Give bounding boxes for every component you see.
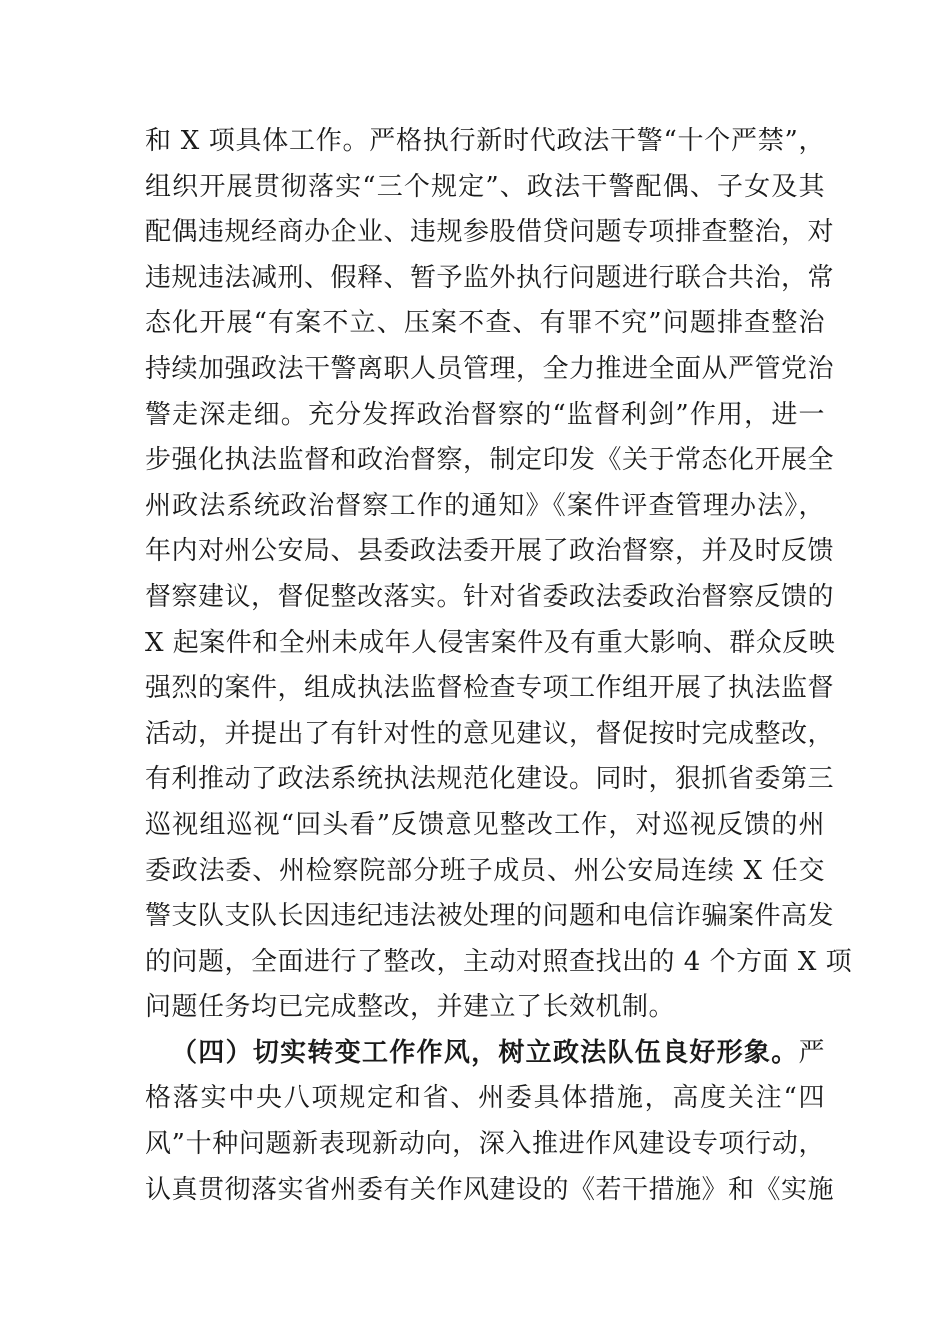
text-line: 问题任务均已完成整改，并建立了长效机制。	[145, 992, 676, 1023]
text-line: 的问题，全面进行了整改，主动对照查找出的 4 个方面 X 项	[145, 946, 853, 977]
text-line: 持续加强政法干警离职人员管理，全力推进全面从严管党治	[145, 353, 835, 384]
text-line: 配偶违规经商办企业、违规参股借贷问题专项排查整治，对	[145, 217, 835, 248]
text-line: 州政法系统政治督察工作的通知》《案件评查管理办法》，	[145, 490, 825, 521]
text-line: 有利推动了政法系统执法规范化建设。同时，狠抓省委第三	[145, 764, 835, 795]
section-heading: （四）切实转变工作作风，树立政法队伍良好形象。	[171, 1037, 799, 1068]
text-line: 组织开展贯彻落实“三个规定”、政法干警配偶、子女及其	[145, 171, 825, 202]
text-line: 警支队支队长因违纪违法被处理的问题和电信诈骗案件高发	[145, 901, 835, 932]
body-text	[145, 119, 853, 1213]
text-line: 委政法委、州检察院部分班子成员、州公安局连续 X 任交	[145, 855, 825, 886]
text-line: 巡视组巡视“回头看”反馈意见整改工作，对巡视反馈的州	[145, 809, 825, 840]
text-line: 风”十种问题新表现新动向，深入推进作风建设专项行动，	[145, 1129, 825, 1160]
text-line: 年内对州公安局、县委政法委开展了政治督察，并及时反馈	[145, 536, 835, 567]
text-fragment: 严	[798, 1037, 825, 1068]
text-line: 步强化执法监督和政治督察，制定印发《关于常态化开展全	[145, 445, 835, 476]
text-line: 违规违法减刑、假释、暂予监外执行问题进行联合共治，常	[145, 262, 835, 293]
text-line: 和 X 项具体工作。严格执行新时代政法干警“十个严禁”，	[145, 126, 825, 156]
text-line: 态化开展“有案不立、压案不查、有罪不究”问题排查整治	[145, 308, 825, 339]
text-line: 认真贯彻落实省州委有关作风建设的《若干措施》和《实施	[145, 1174, 835, 1205]
text-line: 警走深走细。充分发挥政治督察的“监督利剑”作用，进一	[145, 399, 825, 430]
text-line: 强烈的案件，组成执法监督检查专项工作组开展了执法监督	[145, 673, 835, 704]
text-line: 活动，并提出了有针对性的意见建议，督促按时完成整改，	[145, 718, 835, 749]
text-line: X 起案件和全州未成年人侵害案件及有重大影响、群众反映	[145, 627, 836, 658]
section-heading-line	[145, 1031, 825, 1077]
text-line: 督察建议，督促整改落实。针对省委政法委政治督察反馈的	[145, 581, 835, 612]
text-line: 格落实中央八项规定和省、州委具体措施，高度关注“四	[145, 1083, 825, 1114]
